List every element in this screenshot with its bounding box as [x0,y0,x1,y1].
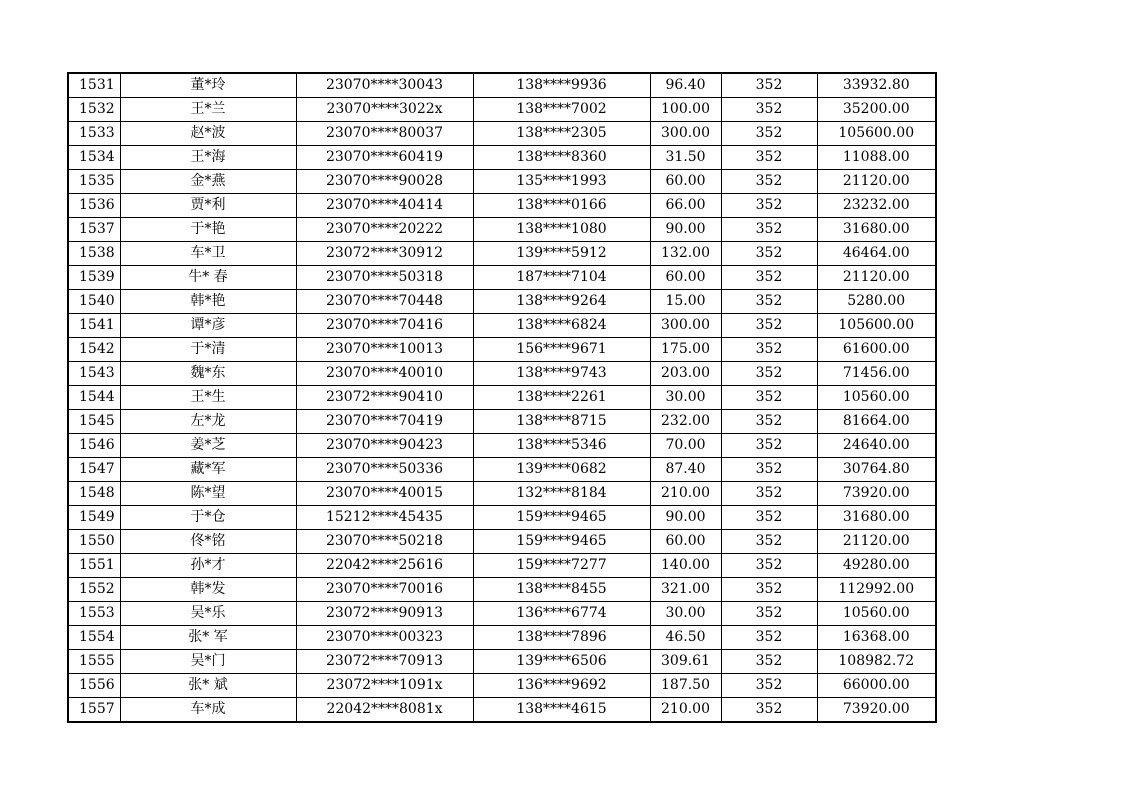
name-cell: 于*艳 [120,218,296,242]
id-number-cell: 23070****70416 [296,314,473,338]
unit-price-cell: 352 [721,602,817,626]
amount-cell: 31680.00 [817,218,936,242]
quantity-cell: 70.00 [650,434,721,458]
name-cell: 韩*艳 [120,290,296,314]
unit-price-cell: 352 [721,530,817,554]
table-row [68,362,936,386]
name-cell: 吴*乐 [120,602,296,626]
row-number-cell: 1549 [68,506,120,530]
row-number-cell: 1548 [68,482,120,506]
row-number-cell: 1535 [68,170,120,194]
amount-cell: 33932.80 [817,73,936,98]
quantity-cell: 300.00 [650,122,721,146]
amount-cell: 10560.00 [817,602,936,626]
quantity-cell: 66.00 [650,194,721,218]
phone-cell: 139****6506 [473,650,650,674]
unit-price-cell: 352 [721,482,817,506]
unit-price-cell: 352 [721,458,817,482]
row-number-cell: 1541 [68,314,120,338]
phone-cell: 138****5346 [473,434,650,458]
unit-price-cell: 352 [721,650,817,674]
row-number-cell: 1543 [68,362,120,386]
id-number-cell: 23070****60419 [296,146,473,170]
row-number-cell: 1538 [68,242,120,266]
quantity-cell: 140.00 [650,554,721,578]
name-cell: 王*海 [120,146,296,170]
id-number-cell: 23070****50318 [296,266,473,290]
row-number-cell: 1531 [68,73,120,98]
id-number-cell: 23072****1091x [296,674,473,698]
id-number-cell: 23070****50218 [296,530,473,554]
name-cell: 吴*门 [120,650,296,674]
phone-cell: 138****7896 [473,626,650,650]
table-body [68,73,936,722]
phone-cell: 156****9671 [473,338,650,362]
row-number-cell: 1550 [68,530,120,554]
id-number-cell: 23070****00323 [296,626,473,650]
amount-cell: 23232.00 [817,194,936,218]
table-row [68,338,936,362]
quantity-cell: 100.00 [650,98,721,122]
row-number-cell: 1545 [68,410,120,434]
phone-cell: 135****1993 [473,170,650,194]
table-row [68,602,936,626]
quantity-cell: 203.00 [650,362,721,386]
table-row [68,530,936,554]
id-number-cell: 23070****70448 [296,290,473,314]
table-row [68,458,936,482]
id-number-cell: 23070****10013 [296,338,473,362]
name-cell: 张* 斌 [120,674,296,698]
amount-cell: 105600.00 [817,122,936,146]
id-number-cell: 23070****90423 [296,434,473,458]
phone-cell: 159****9465 [473,530,650,554]
table-row [68,626,936,650]
amount-cell: 31680.00 [817,506,936,530]
id-number-cell: 23070****40414 [296,194,473,218]
row-number-cell: 1544 [68,386,120,410]
unit-price-cell: 352 [721,98,817,122]
quantity-cell: 132.00 [650,242,721,266]
row-number-cell: 1533 [68,122,120,146]
phone-cell: 138****9936 [473,73,650,98]
amount-cell: 105600.00 [817,314,936,338]
name-cell: 孙*才 [120,554,296,578]
quantity-cell: 60.00 [650,530,721,554]
phone-cell: 138****8715 [473,410,650,434]
id-number-cell: 23072****90913 [296,602,473,626]
phone-cell: 138****4615 [473,698,650,723]
data-table [67,72,937,723]
id-number-cell: 23072****70913 [296,650,473,674]
amount-cell: 16368.00 [817,626,936,650]
row-number-cell: 1537 [68,218,120,242]
name-cell: 于*仓 [120,506,296,530]
id-number-cell: 23070****40015 [296,482,473,506]
quantity-cell: 60.00 [650,266,721,290]
quantity-cell: 175.00 [650,338,721,362]
amount-cell: 49280.00 [817,554,936,578]
quantity-cell: 232.00 [650,410,721,434]
row-number-cell: 1546 [68,434,120,458]
name-cell: 魏*东 [120,362,296,386]
unit-price-cell: 352 [721,242,817,266]
unit-price-cell: 352 [721,434,817,458]
id-number-cell: 23070****40010 [296,362,473,386]
quantity-cell: 31.50 [650,146,721,170]
phone-cell: 138****8455 [473,578,650,602]
row-number-cell: 1553 [68,602,120,626]
table-row [68,698,936,723]
phone-cell: 136****6774 [473,602,650,626]
row-number-cell: 1554 [68,626,120,650]
amount-cell: 66000.00 [817,674,936,698]
quantity-cell: 90.00 [650,506,721,530]
table-row [68,554,936,578]
amount-cell: 21120.00 [817,170,936,194]
table-row [68,73,936,98]
unit-price-cell: 352 [721,314,817,338]
name-cell: 王*生 [120,386,296,410]
quantity-cell: 30.00 [650,386,721,410]
quantity-cell: 46.50 [650,626,721,650]
amount-cell: 30764.80 [817,458,936,482]
row-number-cell: 1539 [68,266,120,290]
table-row [68,650,936,674]
id-number-cell: 22042****25616 [296,554,473,578]
unit-price-cell: 352 [721,506,817,530]
phone-cell: 187****7104 [473,266,650,290]
unit-price-cell: 352 [721,410,817,434]
row-number-cell: 1536 [68,194,120,218]
table-row [68,434,936,458]
amount-cell: 21120.00 [817,530,936,554]
amount-cell: 81664.00 [817,410,936,434]
unit-price-cell: 352 [721,266,817,290]
id-number-cell: 23070****20222 [296,218,473,242]
table-row [68,506,936,530]
table-row [68,290,936,314]
unit-price-cell: 352 [721,386,817,410]
row-number-cell: 1532 [68,98,120,122]
id-number-cell: 23070****3022x [296,98,473,122]
phone-cell: 138****1080 [473,218,650,242]
unit-price-cell: 352 [721,626,817,650]
table-row [68,98,936,122]
id-number-cell: 23070****70016 [296,578,473,602]
phone-cell: 138****8360 [473,146,650,170]
unit-price-cell: 352 [721,578,817,602]
table-row [68,674,936,698]
name-cell: 车*成 [120,698,296,723]
unit-price-cell: 352 [721,170,817,194]
phone-cell: 159****7277 [473,554,650,578]
id-number-cell: 23070****50336 [296,458,473,482]
quantity-cell: 90.00 [650,218,721,242]
phone-cell: 138****9264 [473,290,650,314]
amount-cell: 61600.00 [817,338,936,362]
amount-cell: 73920.00 [817,482,936,506]
row-number-cell: 1547 [68,458,120,482]
table-row [68,122,936,146]
phone-cell: 138****9743 [473,362,650,386]
unit-price-cell: 352 [721,194,817,218]
id-number-cell: 23070****90028 [296,170,473,194]
phone-cell: 139****0682 [473,458,650,482]
unit-price-cell: 352 [721,122,817,146]
amount-cell: 71456.00 [817,362,936,386]
phone-cell: 159****9465 [473,506,650,530]
row-number-cell: 1555 [68,650,120,674]
row-number-cell: 1551 [68,554,120,578]
unit-price-cell: 352 [721,73,817,98]
table-row [68,410,936,434]
id-number-cell: 23072****90410 [296,386,473,410]
id-number-cell: 22042****8081x [296,698,473,723]
name-cell: 王*兰 [120,98,296,122]
row-number-cell: 1540 [68,290,120,314]
quantity-cell: 210.00 [650,698,721,723]
name-cell: 藏*军 [120,458,296,482]
unit-price-cell: 352 [721,362,817,386]
amount-cell: 11088.00 [817,146,936,170]
id-number-cell: 23070****70419 [296,410,473,434]
id-number-cell: 23070****30043 [296,73,473,98]
name-cell: 韩*发 [120,578,296,602]
amount-cell: 24640.00 [817,434,936,458]
name-cell: 金*燕 [120,170,296,194]
unit-price-cell: 352 [721,674,817,698]
name-cell: 佟*铭 [120,530,296,554]
phone-cell: 139****5912 [473,242,650,266]
table-row [68,242,936,266]
quantity-cell: 30.00 [650,602,721,626]
name-cell: 贾*利 [120,194,296,218]
unit-price-cell: 352 [721,698,817,723]
table-row [68,266,936,290]
unit-price-cell: 352 [721,554,817,578]
unit-price-cell: 352 [721,338,817,362]
quantity-cell: 300.00 [650,314,721,338]
quantity-cell: 87.40 [650,458,721,482]
phone-cell: 138****0166 [473,194,650,218]
name-cell: 牛* 春 [120,266,296,290]
name-cell: 张* 军 [120,626,296,650]
name-cell: 董*玲 [120,73,296,98]
table-row [68,218,936,242]
quantity-cell: 15.00 [650,290,721,314]
quantity-cell: 96.40 [650,73,721,98]
phone-cell: 138****2305 [473,122,650,146]
unit-price-cell: 352 [721,146,817,170]
quantity-cell: 321.00 [650,578,721,602]
quantity-cell: 210.00 [650,482,721,506]
quantity-cell: 309.61 [650,650,721,674]
amount-cell: 5280.00 [817,290,936,314]
name-cell: 于*清 [120,338,296,362]
phone-cell: 138****6824 [473,314,650,338]
table-row [68,146,936,170]
row-number-cell: 1542 [68,338,120,362]
id-number-cell: 23072****30912 [296,242,473,266]
phone-cell: 136****9692 [473,674,650,698]
amount-cell: 21120.00 [817,266,936,290]
name-cell: 赵*波 [120,122,296,146]
id-number-cell: 15212****45435 [296,506,473,530]
quantity-cell: 60.00 [650,170,721,194]
unit-price-cell: 352 [721,290,817,314]
phone-cell: 138****2261 [473,386,650,410]
id-number-cell: 23070****80037 [296,122,473,146]
amount-cell: 35200.00 [817,98,936,122]
amount-cell: 46464.00 [817,242,936,266]
name-cell: 陈*望 [120,482,296,506]
row-number-cell: 1552 [68,578,120,602]
row-number-cell: 1534 [68,146,120,170]
quantity-cell: 187.50 [650,674,721,698]
name-cell: 姜*芝 [120,434,296,458]
row-number-cell: 1557 [68,698,120,723]
table-row [68,170,936,194]
name-cell: 左*龙 [120,410,296,434]
name-cell: 谭*彦 [120,314,296,338]
phone-cell: 138****7002 [473,98,650,122]
table-row [68,194,936,218]
amount-cell: 108982.72 [817,650,936,674]
table-row [68,482,936,506]
name-cell: 车*卫 [120,242,296,266]
table-row [68,386,936,410]
amount-cell: 73920.00 [817,698,936,723]
row-number-cell: 1556 [68,674,120,698]
amount-cell: 112992.00 [817,578,936,602]
phone-cell: 132****8184 [473,482,650,506]
table-row [68,578,936,602]
table-row [68,314,936,338]
amount-cell: 10560.00 [817,386,936,410]
unit-price-cell: 352 [721,218,817,242]
